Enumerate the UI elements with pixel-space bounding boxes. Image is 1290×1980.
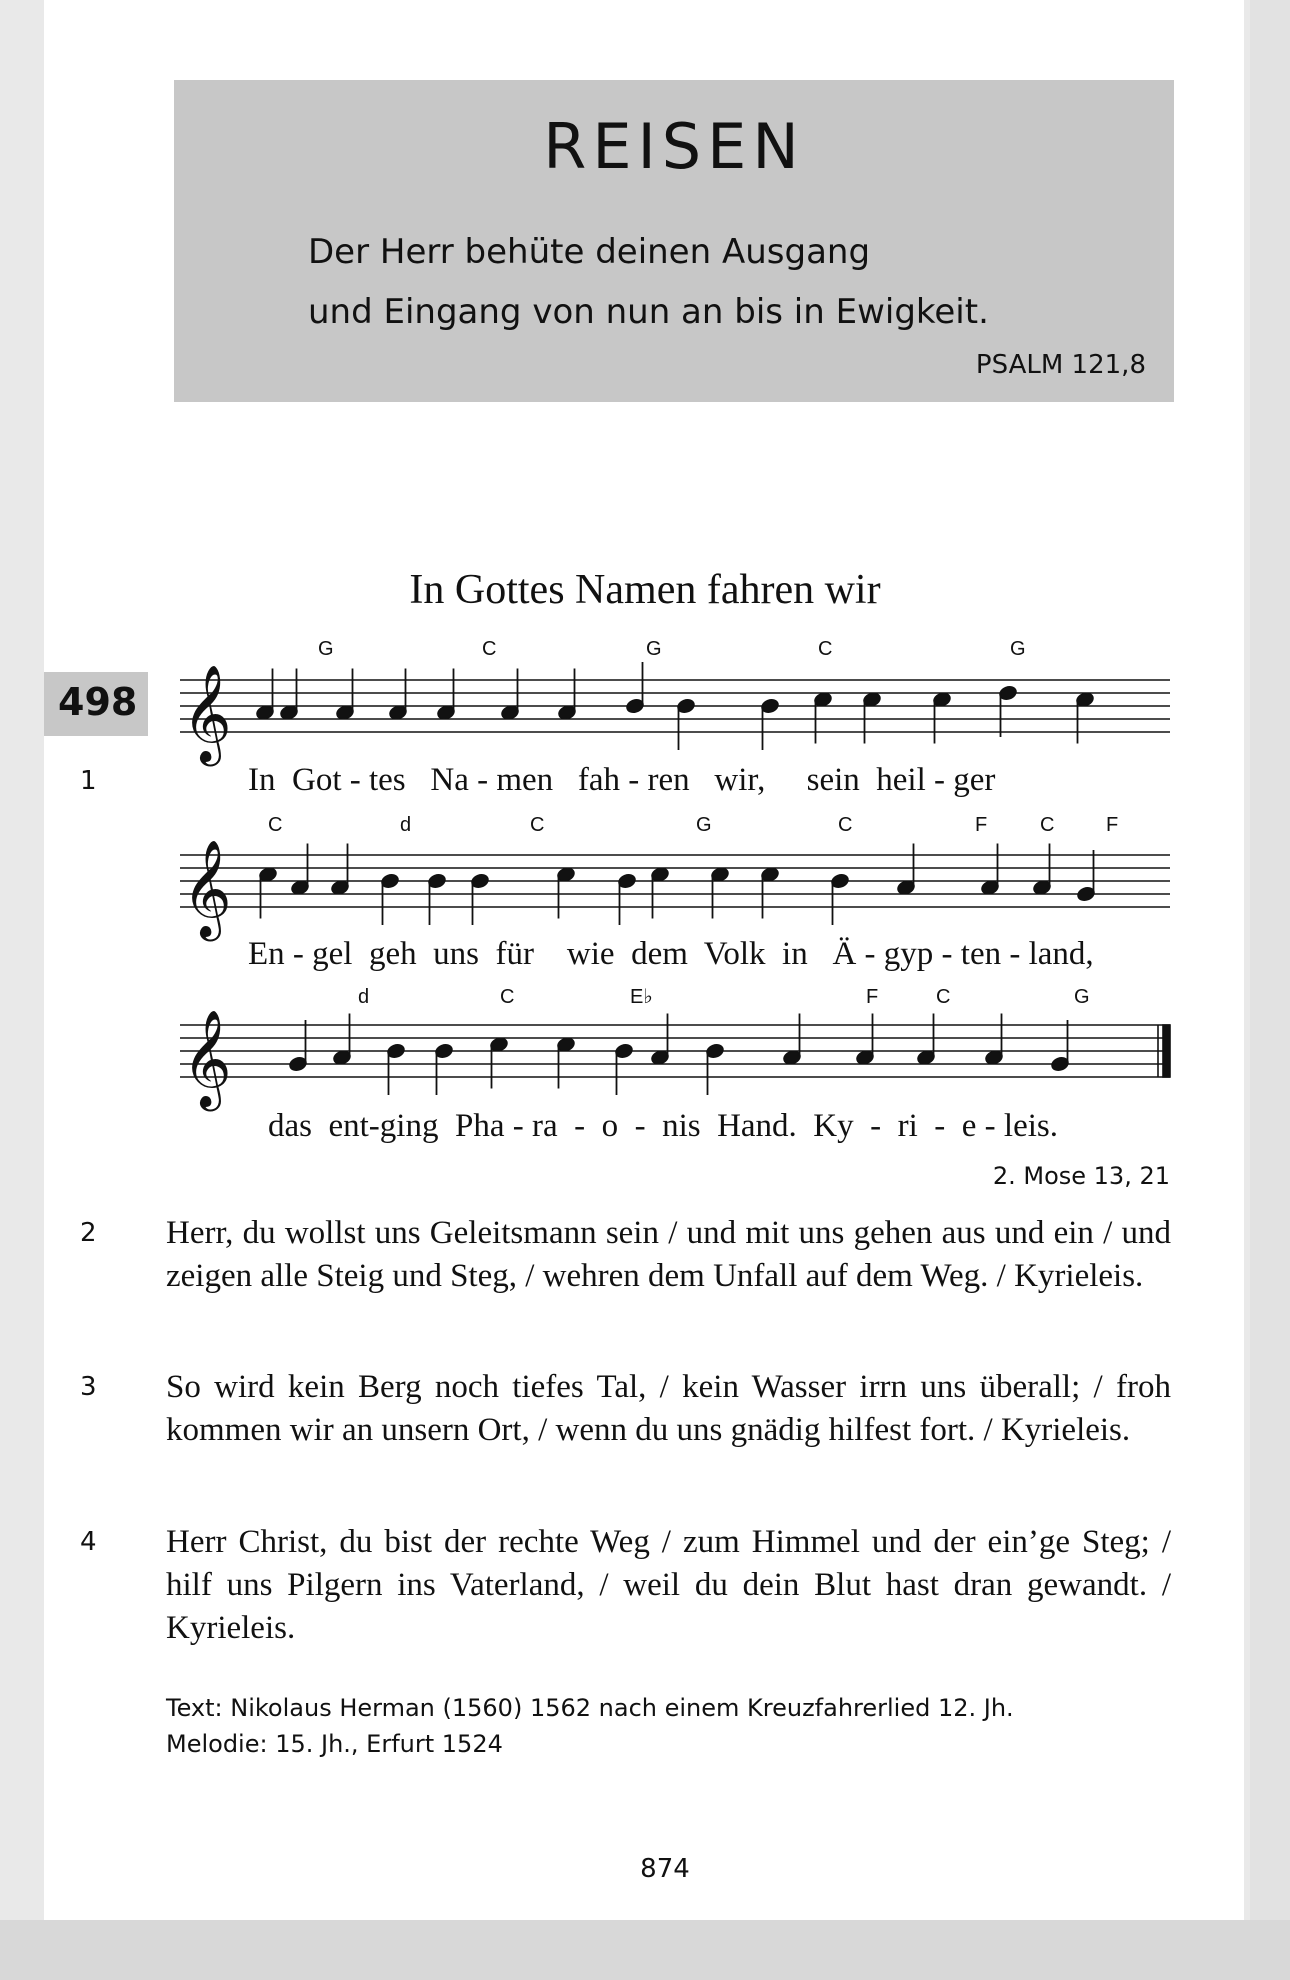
verse-3-number: 3 [80, 1372, 97, 1402]
verse-1-number: 1 [80, 766, 97, 796]
chord-symbol: F [866, 986, 879, 1008]
chord-symbol: C [500, 986, 515, 1008]
credits [166, 1690, 1014, 1762]
chord-symbol: C [936, 986, 951, 1008]
lyrics-line-1: In Got - tes Na - men fah - ren wir, sein heil - ger [248, 762, 996, 798]
scan-margin [0, 1920, 1290, 1980]
chord-symbol: C [530, 814, 545, 836]
chord-symbol: G [1074, 986, 1090, 1008]
bible-reference: 2. Mose 13, 21 [992, 1162, 1170, 1190]
quote-source: PSALM 121,8 [975, 350, 1146, 380]
verse-3-text: So wird kein Berg noch tiefes Tal, / kein Wasser irrn uns überall; / froh kommen wir an unsern Ort, / wenn du uns gnädig hilfest fort. / Kyrieleis. [166, 1369, 1171, 1448]
hymn-number: 498 [58, 680, 138, 724]
text-credit: Text: Nikolaus Herman (1560) 1562 nach einem Kreuzfahrerlied 12. Jh. [166, 1694, 1014, 1722]
quote-line-2: und Eingang von nun an bis in Ewigkeit. [308, 292, 989, 332]
chord-symbol: G [646, 638, 662, 660]
chord-symbol: F [1106, 814, 1119, 836]
final-barline [1163, 1025, 1170, 1077]
treble-clef-icon: 𝄞 [182, 839, 232, 937]
notes [182, 662, 1096, 1111]
chord-symbol: F [975, 814, 988, 836]
chord-symbol: d [400, 814, 412, 836]
quote-line-1: Der Herr behüte deinen Ausgang [308, 232, 871, 272]
page-number: 874 [640, 1854, 690, 1884]
lyrics-line-2: En - gel geh uns für wie dem Volk in Ä - gyp - ten - land, [248, 936, 1094, 972]
chord-symbol: C [838, 814, 853, 836]
chord-symbol: G [318, 638, 334, 660]
staves [180, 680, 1170, 1077]
chord-symbol: E♭ [630, 986, 653, 1008]
chord-symbol: C [268, 814, 283, 836]
verse-2-number: 2 [80, 1218, 97, 1248]
treble-clef-icon: 𝄞 [182, 664, 232, 762]
melody-credit: Melodie: 15. Jh., Erfurt 1524 [166, 1730, 503, 1758]
verse-2-text: Herr, du wollst uns Geleitsmann sein / und mit uns gehen aus und ein / und zeigen alle Steig und Steg, / wehren dem Unfall auf dem Weg. / Kyrieleis. [166, 1215, 1171, 1294]
chord-symbol: C [482, 638, 497, 660]
treble-clef-icon: 𝄞 [182, 1009, 232, 1107]
chord-symbol: d [358, 986, 370, 1008]
lyrics-line-3: das ent-ging Pha - ra - o - nis Hand. Ky - ri - e - leis. [268, 1108, 1058, 1144]
verse-4-text: Herr Christ, du bist der rechte Weg / zum Himmel und der ein’ge Steg; / hilf uns Pilgern ins Vaterland, / weil du dein Blut hast dran gewandt. / Kyrieleis. [166, 1524, 1171, 1646]
chord-symbol: C [818, 638, 833, 660]
hymn-title: In Gottes Namen fahren wir [409, 567, 881, 613]
chord-symbol: G [696, 814, 712, 836]
verse-4-number: 4 [80, 1527, 97, 1557]
chord-symbol: G [1010, 638, 1026, 660]
section-title: REISEN [543, 110, 805, 183]
chord-symbol: C [1040, 814, 1055, 836]
